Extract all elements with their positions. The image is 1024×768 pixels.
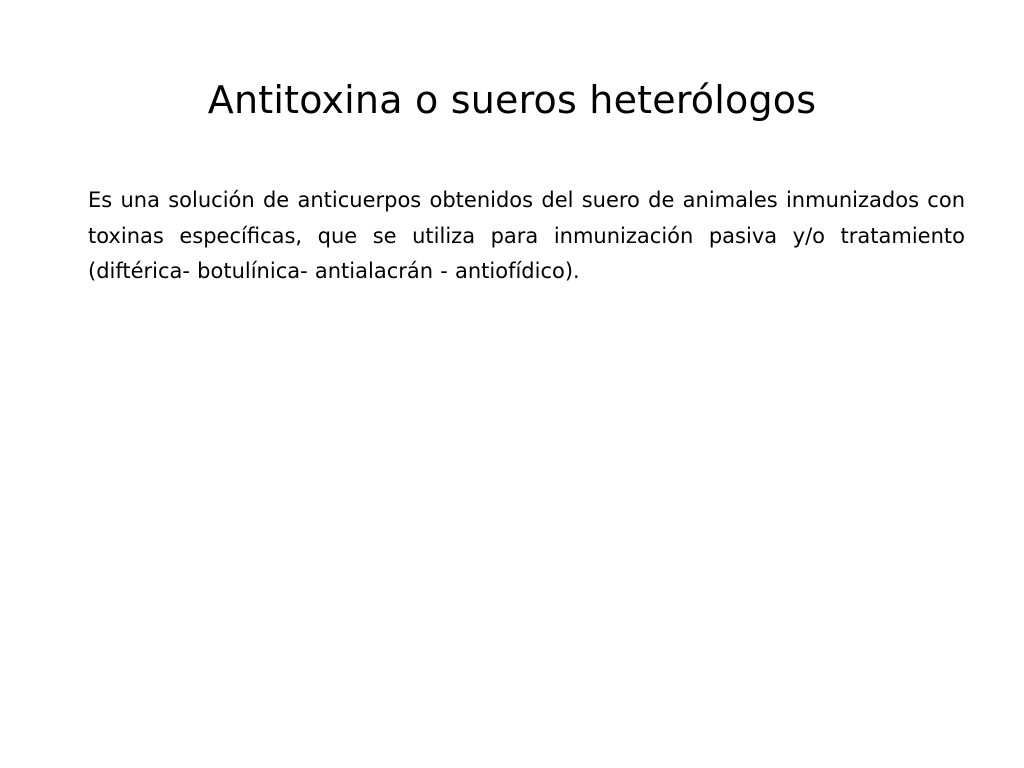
slide-body-paragraph: Es una solución de anticuerpos obtenidos del suero de animales inmunizados con toxinas específicas, que se utiliza para inmunización pasiva y/o tratamiento (diftérica- botulínica- antialacrán - antiofídico). (88, 188, 965, 283)
slide-title: Antitoxina o sueros heterólogos (207, 78, 817, 122)
